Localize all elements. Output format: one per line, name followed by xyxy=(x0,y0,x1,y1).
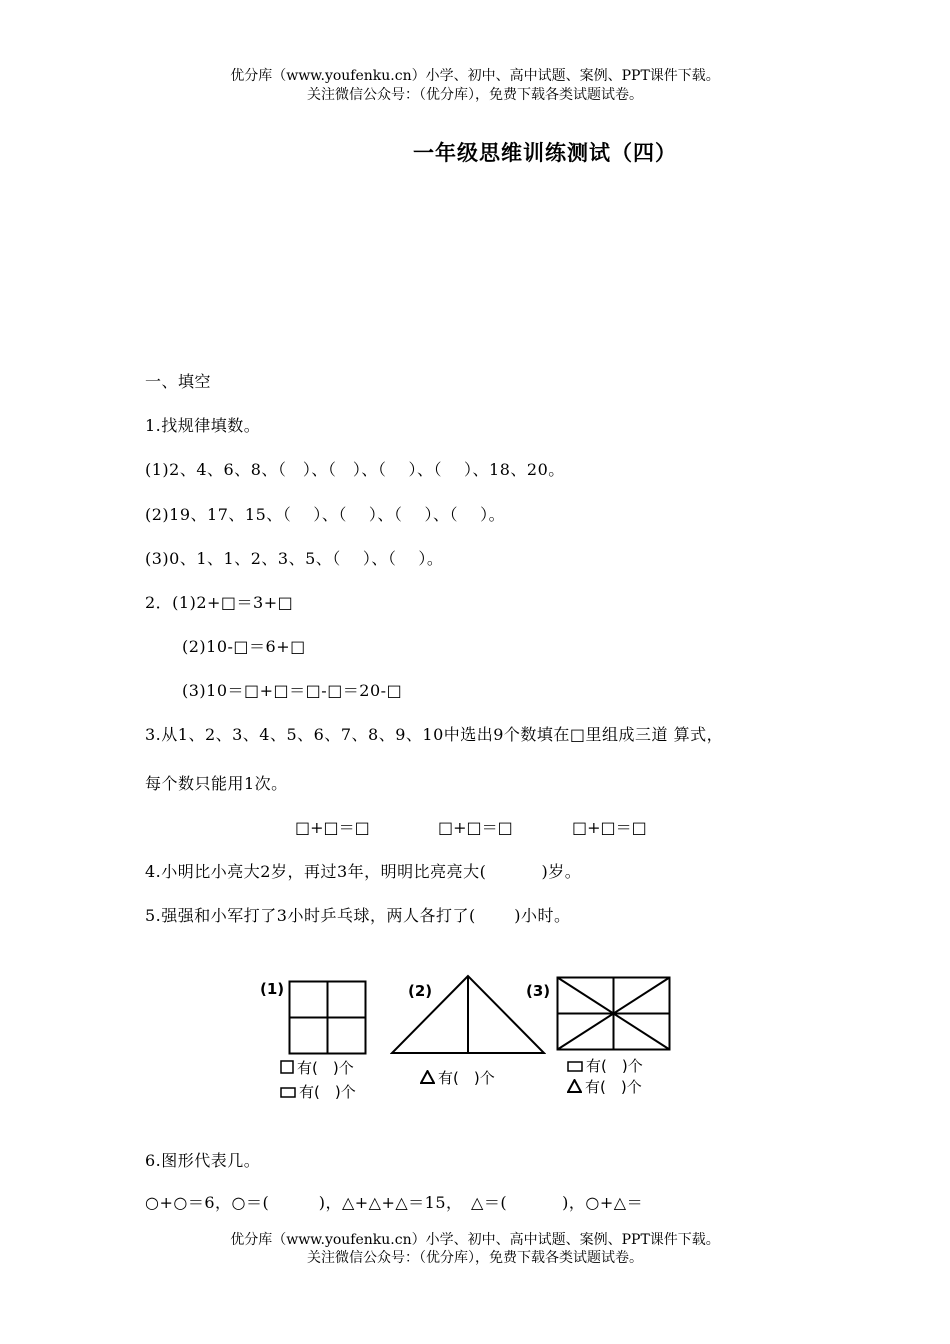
triangle-icon xyxy=(567,1078,582,1098)
triangle-icon xyxy=(420,1069,435,1089)
square-icon xyxy=(280,1059,294,1079)
figure-2-count-triangles-text: 有( )个 xyxy=(438,1069,495,1087)
q1-part3: (3)0、1、1、2、3、5、（ ）、（ ）。 xyxy=(145,549,444,568)
figure-3-count-triangles-text: 有( )个 xyxy=(585,1078,642,1096)
q2-part2: (2)10-□＝6+□ xyxy=(182,637,306,656)
footer-line-2: 关注微信公众号：（优分库），免费下载各类试题试卷。 xyxy=(307,1250,643,1266)
figure-1-label: (1) xyxy=(260,980,285,998)
figure-1-count-squares xyxy=(280,1058,354,1079)
q2-part1: 2．(1)2+□＝3+□ xyxy=(145,593,294,612)
rectangle-icon xyxy=(280,1083,296,1103)
q1-part2: (2)19、17、15、（ ）、（ ）、（ ）、（ ）。 xyxy=(145,505,506,524)
page-title: 一年级思维训练测试（四） xyxy=(413,140,677,165)
q1-part1: (1)2、4、6、8、（ ）、（ ）、（ ）、（ ）、18、20。 xyxy=(145,460,565,479)
figure-1-count-squares-text: 有( )个 xyxy=(297,1059,354,1077)
figure-2-count-triangles xyxy=(420,1068,495,1089)
q3-stem-cont: 每个数只能用1次。 xyxy=(145,774,288,793)
q5-text: 5.强强和小军打了3小时乒乓球，两人各打了( )小时。 xyxy=(145,906,571,925)
figure-3-count-rectangles-text: 有( )个 xyxy=(586,1057,643,1075)
q6-line: ○+○＝6，○＝( )，△+△+△＝15， △＝( )，○+△＝ xyxy=(145,1193,644,1212)
q6-stem: 6.图形代表几。 xyxy=(145,1151,261,1170)
q1-stem: 1.找规律填数。 xyxy=(145,416,261,435)
figure-1-count-rectangles xyxy=(280,1082,356,1103)
figure-3-count-triangles xyxy=(567,1077,642,1098)
figure-3-rectangle xyxy=(556,976,672,1052)
figure-1-grid xyxy=(288,980,368,1056)
q3-stem: 3.从1、2、3、4、5、6、7、8、9、10中选出9个数填在□里组成三道 算式， xyxy=(145,725,724,744)
q3-equation-1: □+□＝□ xyxy=(295,818,370,837)
rectangle-icon xyxy=(567,1057,583,1077)
figure-2-triangle xyxy=(390,974,546,1056)
q3-equation-3: □+□＝□ xyxy=(572,818,647,837)
figure-3-label: (3) xyxy=(526,982,551,1000)
header-line-1: 优分库（www.youfenku.cn）小学、初中、高中试题、案例、PPT课件下载。 xyxy=(230,68,720,84)
q2-part3: (3)10＝□+□＝□-□＝20-□ xyxy=(182,681,403,700)
footer-line-1: 优分库（www.youfenku.cn）小学、初中、高中试题、案例、PPT课件下载。 xyxy=(230,1232,720,1248)
header-line-2: 关注微信公众号：（优分库），免费下载各类试题试卷。 xyxy=(307,87,643,103)
figure-2-label: (2) xyxy=(408,982,433,1000)
figure-3-count-rectangles xyxy=(567,1056,643,1077)
section-heading: 一、填空 xyxy=(145,372,212,391)
figure-1-count-rectangles-text: 有( )个 xyxy=(299,1083,356,1101)
q4-text: 4.小明比小亮大2岁，再过3年，明明比亮亮大( )岁。 xyxy=(145,862,582,881)
q3-equation-2: □+□＝□ xyxy=(438,818,513,837)
